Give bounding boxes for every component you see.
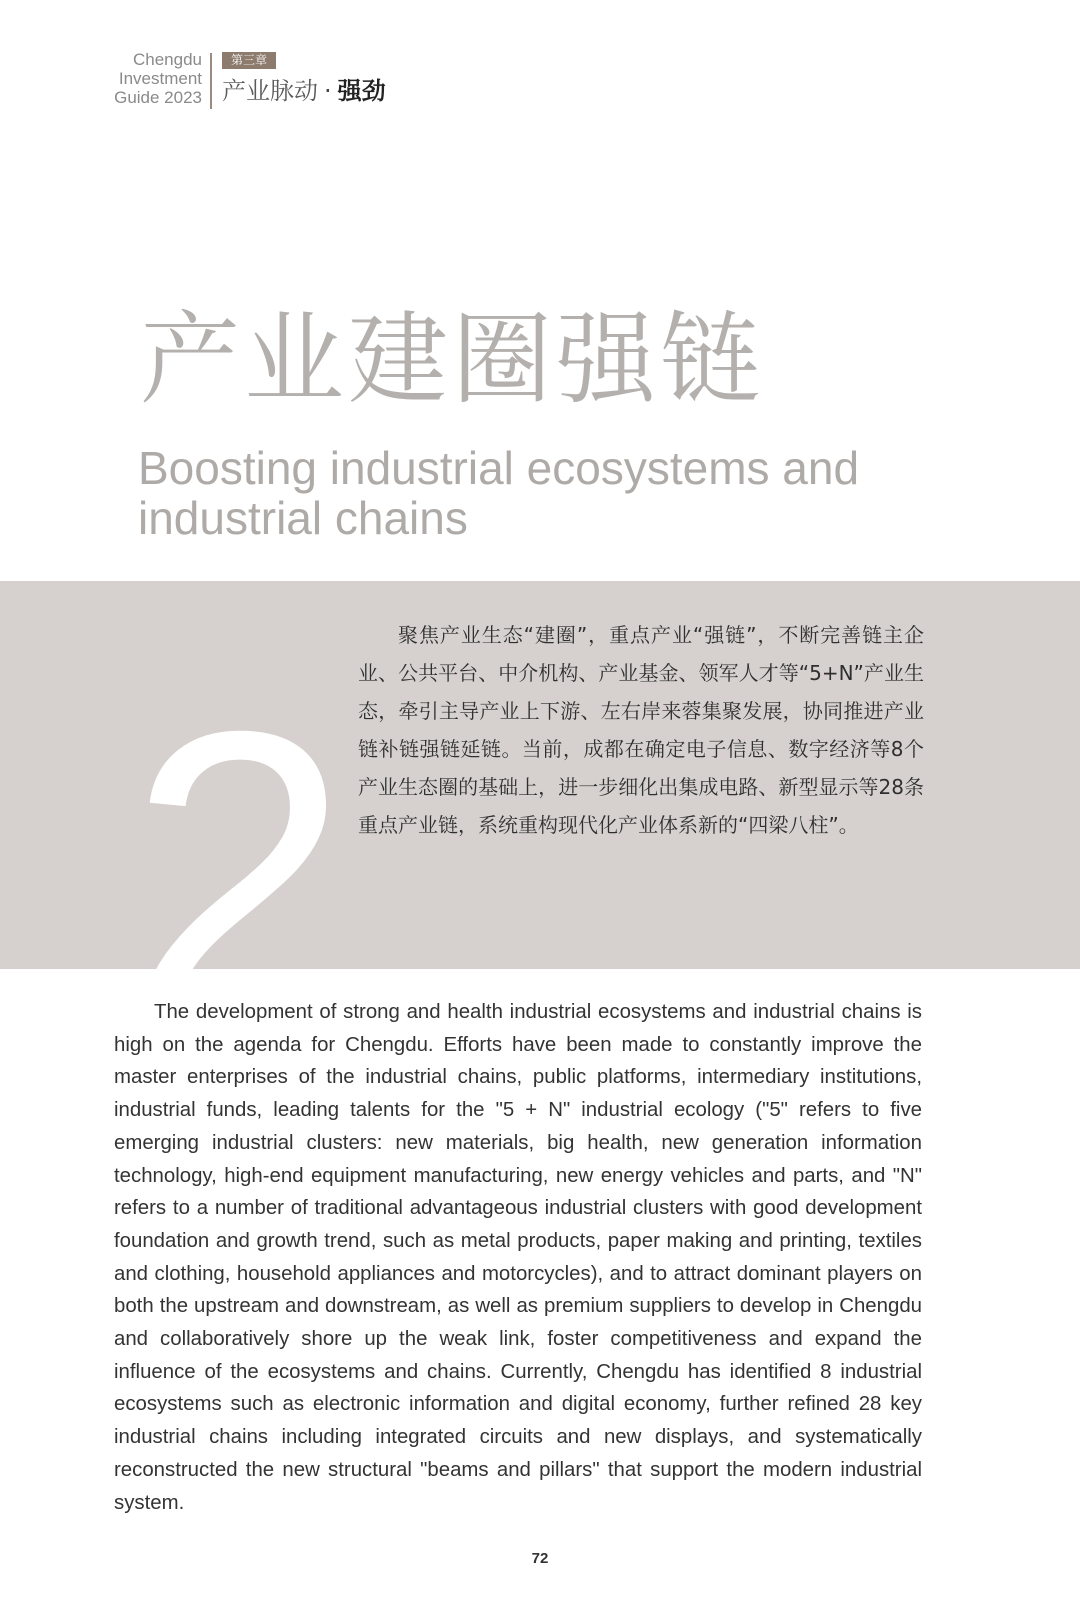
intro-paragraph-cn: 聚焦产业生态“建圈”，重点产业“强链”，不断完善链主企业、公共平台、中介机构、产业基金、领军人才等“5+N”产业生态，牵引主导产业上下游、左右岸来蓉集聚发展，协同推进产业链补链强链延链。当前，成都在确定电子信息、数字经济等8个产业生态圈的基础上，进一步细化出集成电路、新型显示等28条重点产业链，系统重构现代化产业体系新的“四梁八柱”。: [358, 623, 924, 837]
section-number: 2: [128, 648, 351, 1095]
section-title-cn: 产业建圈强链: [140, 301, 764, 418]
guide-title-line-2: Investment: [118, 69, 202, 88]
chapter-badge: 第三章: [222, 52, 276, 69]
chapter-title: [222, 74, 386, 108]
chapter-title-separator: ·: [324, 77, 332, 105]
body-paragraph-en: The development of strong and health industrial ecosystems and industrial chains is high on the agenda for Chengdu. Efforts have been made to constantly improve the master enterprises of the industrial chains, public platforms, intermediary institutions, industrial funds, leading talents for the "5 + N" industrial ecology ("5" refers to five emerging industrial clusters: new materials, big health, new generation information technology, high-end equipment manufacturing, new energy vehicles and parts, and "N" refers to a number of traditional advantageous industrial clusters with good development foundation and growth trend, such as metal products, paper making and printing, textiles and clothing, household appliances and motorcycles), and to attract dominant players on both the upstream and downstream, as well as premium suppliers to develop in Chengdu and collaboratively shore up the weak link, foster competitiveness and expand the influence of the ecosystems and chains. Currently, Chengdu has identified 8 industrial ecosystems such as electronic information and digital economy, further refined 28 key industrial chains including integrated circuits and new displays, and systematically reconstructed the new structural "beams and pillars" that support the modern industrial system.: [114, 1001, 922, 1514]
guide-title: [112, 50, 202, 107]
section-title-en: Boosting industrial ecosystems and industrial chains: [138, 442, 860, 544]
guide-title-line-1: Chengdu: [132, 50, 202, 69]
chapter-title-part-2: 强劲: [337, 77, 386, 105]
guide-title-line-3: Guide 2023: [114, 88, 202, 107]
page-number: 72: [531, 1550, 549, 1567]
header-divider: [210, 53, 212, 109]
chapter-title-part-1: 产业脉动: [222, 77, 318, 105]
